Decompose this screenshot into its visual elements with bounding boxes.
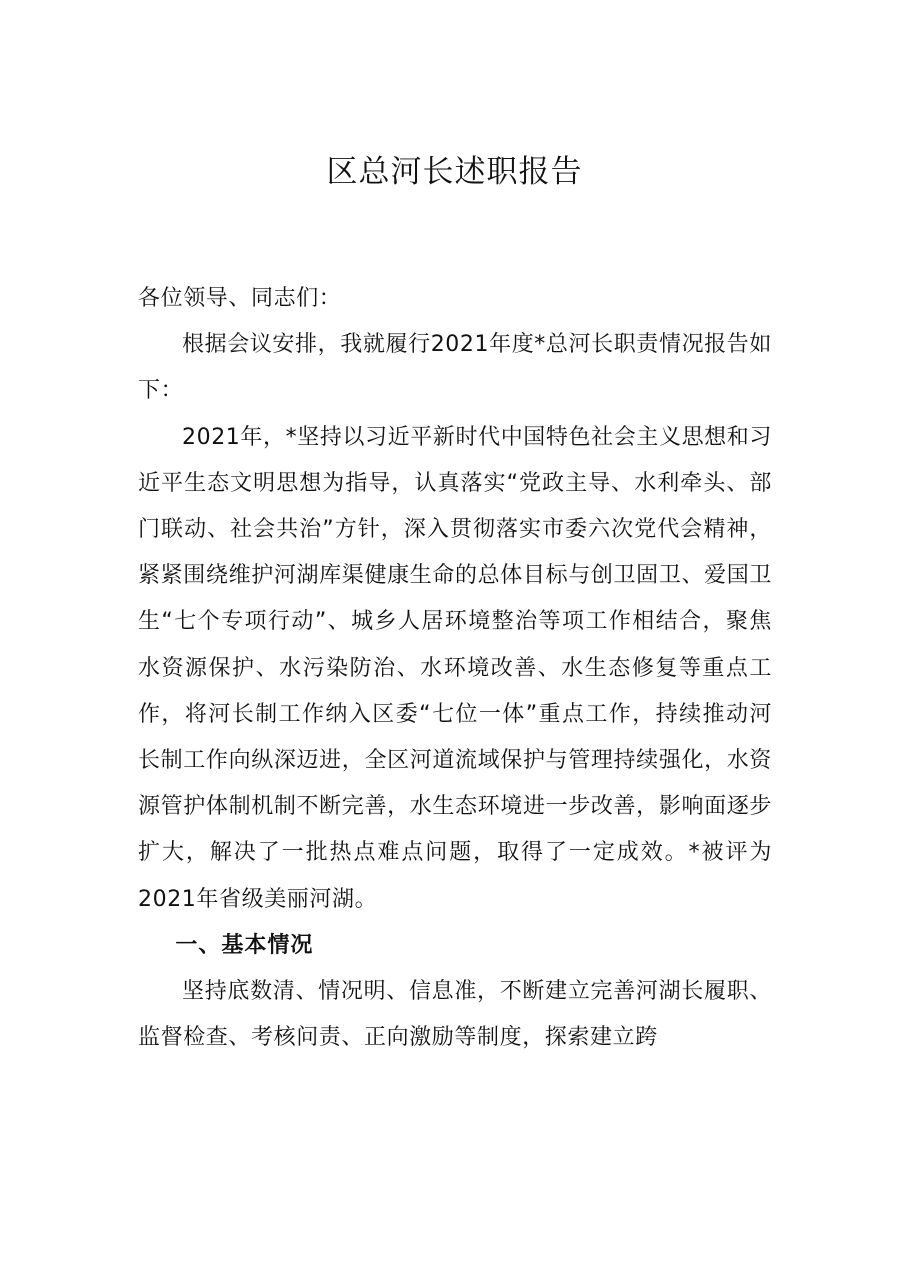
paragraph-basic-situation: 坚持底数清、情况明、信息准，不断建立完善河湖长履职、监督检查、考核问责、正向激励等制度，探索建立跨 bbox=[138, 979, 772, 1051]
section-heading: 一、基本情况 bbox=[175, 932, 314, 958]
document-title: 区总河长述职报告 bbox=[326, 154, 583, 190]
salutation: 各位领导、同志们： bbox=[138, 286, 342, 311]
document-body bbox=[138, 276, 772, 1061]
paragraph-intro: 根据会议安排，我就履行2021年度*总河长职责情况报告如下： bbox=[138, 332, 772, 404]
paragraph-summary: 2021年，*坚持以习近平新时代中国特色社会主义思想和习近平生态文明思想为指导，认真落实“党政主导、水利牵头、部门联动、社会共治”方针，深入贯彻落实市委六次党代会精神，紧紧围绕维护河湖库渠健康生命的总体目标与创卫固卫、爱国卫生“七个专项行动”、城乡人居环境整治等项工作相结合，聚焦水资源保护、水污染防治、水环境改善、水生态修复等重点工作，将河长制工作纳入区委“七位一体”重点工作，持续推动河长制工作向纵深迈进，全区河道流域保护与管理持续强化，水资源管护体制机制不断完善，水生态环境进一步改善，影响面逐步扩大，解决了一批热点难点问题，取得了一定成效。*被评为2021年省级美丽河湖。 bbox=[138, 424, 772, 912]
